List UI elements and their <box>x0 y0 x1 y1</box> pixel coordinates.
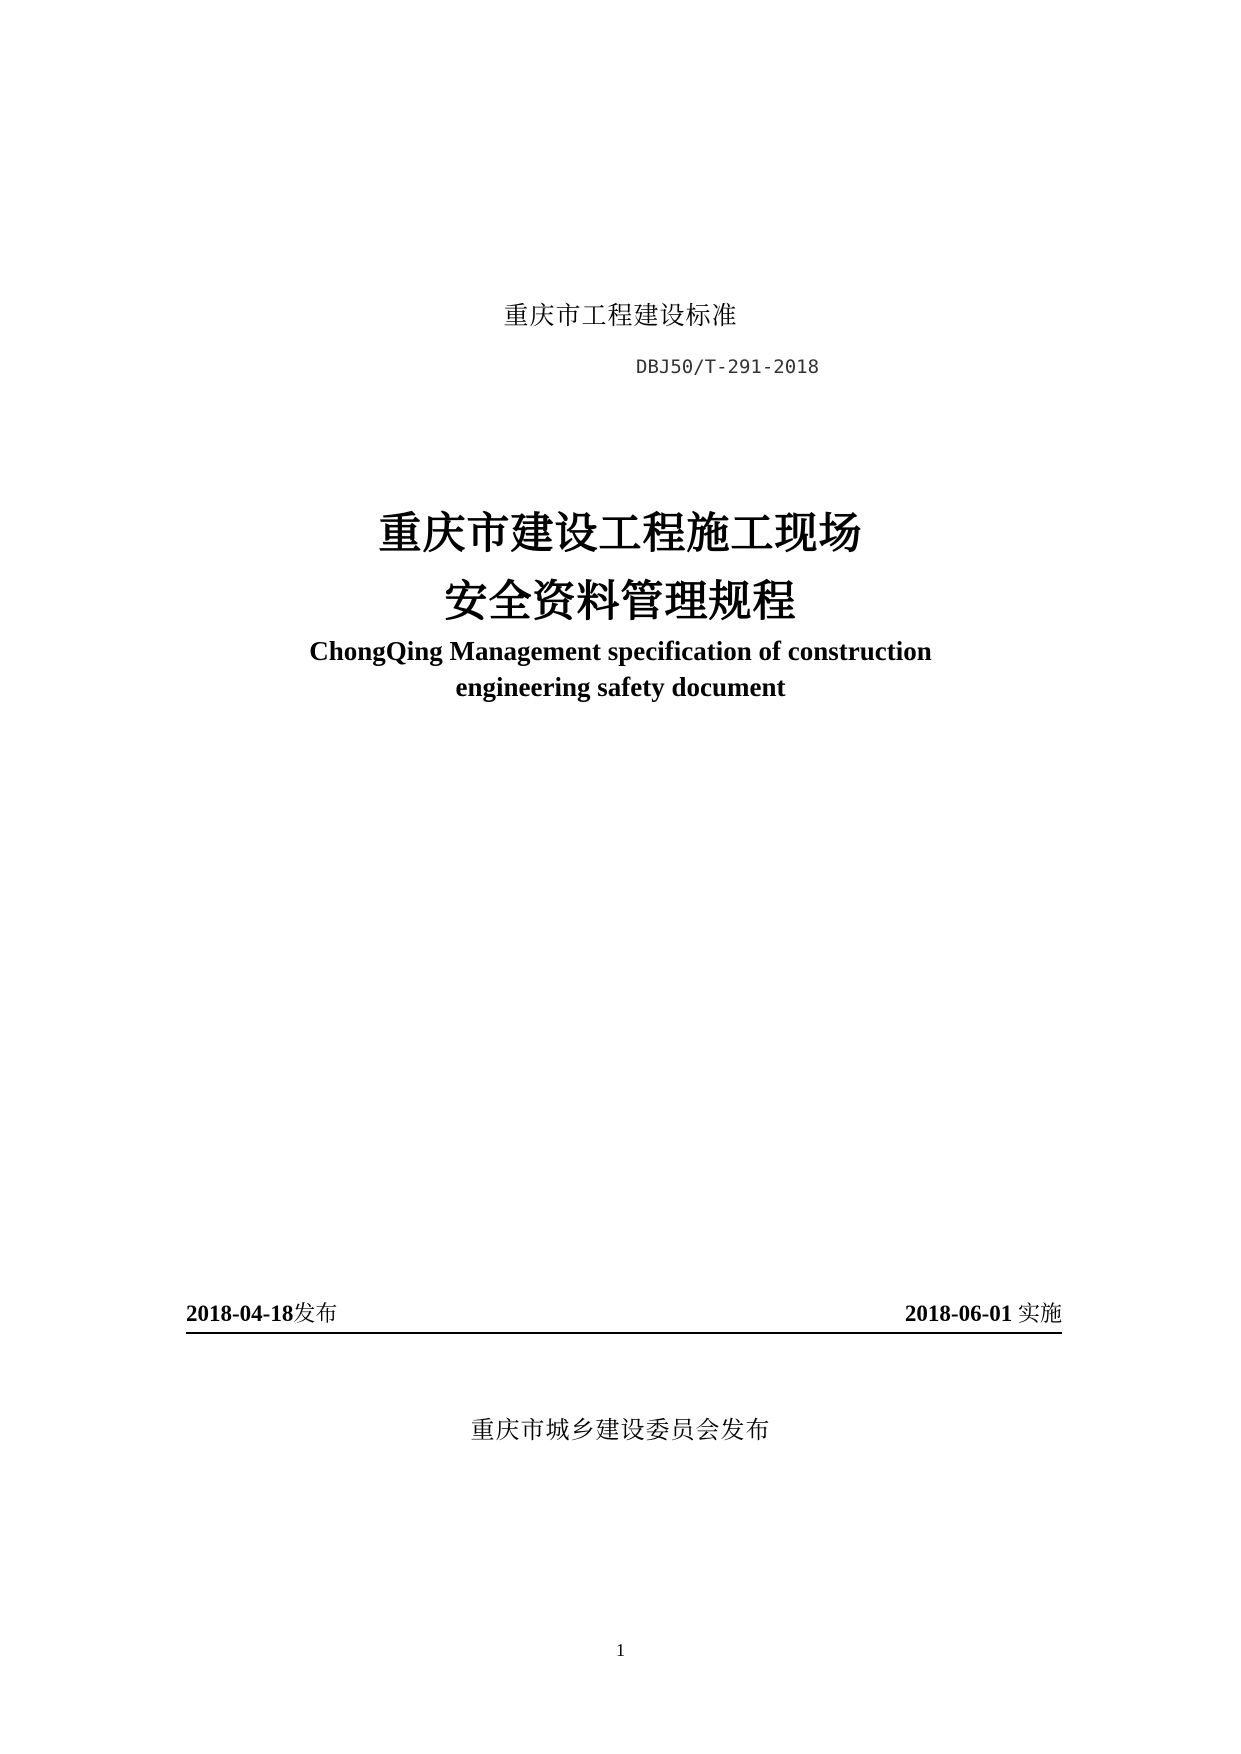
issue-date-block <box>186 1297 337 1328</box>
issue-date: 2018-04-18 <box>186 1301 294 1326</box>
issue-label: 发布 <box>293 1302 338 1327</box>
date-row <box>186 1298 1062 1334</box>
implementation-date: 2018-06-01 <box>904 1301 1013 1326</box>
page-number: 1 <box>616 1640 625 1660</box>
implementation-date-block <box>905 1297 1062 1328</box>
publisher: 重庆市城乡建设委员会发布 <box>470 1416 771 1444</box>
english-title-line1: ChongQing Management specification of construction <box>309 636 932 666</box>
series-title: 重庆市工程建设标准 <box>503 301 738 330</box>
english-title-line2: engineering safety document <box>455 672 786 702</box>
main-title-line2: 安全资料管理规程 <box>444 577 797 627</box>
main-title-line1: 重庆市建设工程施工现场 <box>378 509 863 559</box>
implementation-label: 实施 <box>1017 1302 1062 1327</box>
standard-code: DBJ50/T-291-2018 <box>636 356 820 378</box>
